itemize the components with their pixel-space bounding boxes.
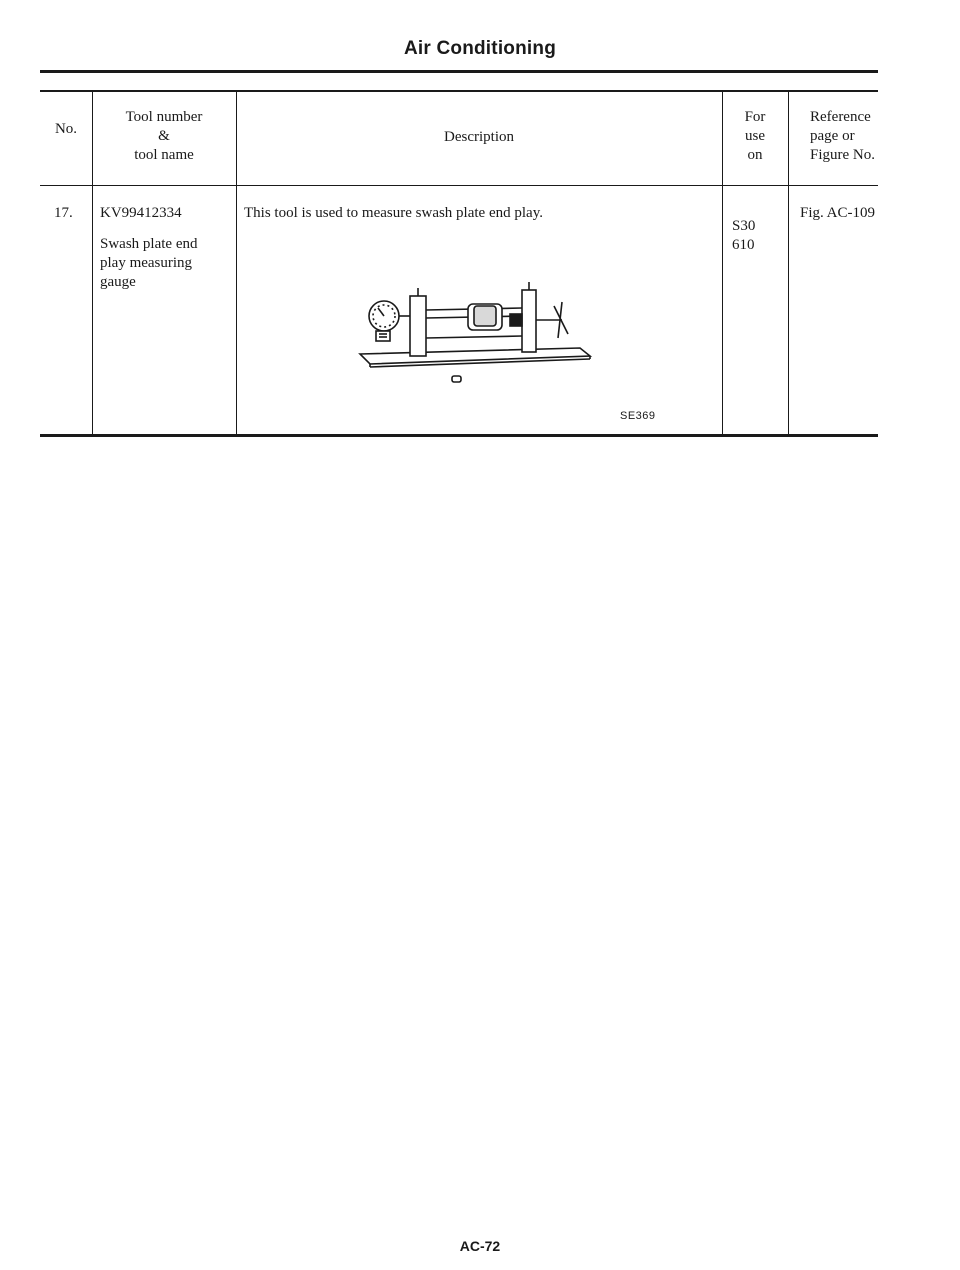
header-reference [788,108,878,165]
header-for-line1: For [744,109,766,125]
tool-number: KV99412334 [100,205,182,221]
header-tool-number [92,108,236,165]
row-reference: Fig. AC-109 [800,205,876,221]
dial-gauge-fixture-illustration [340,276,600,386]
header-tool-line1: Tool number [125,109,203,125]
header-tool-line2: & [158,128,170,144]
header-for-line2: use [745,128,765,144]
row-for-use-on [732,217,788,255]
page-title: Air Conditioning [404,38,556,59]
header-row-divider [40,185,878,186]
figure-code: SE369 [620,410,656,422]
page-number: AC-72 [459,1238,501,1254]
header-tool-line3: tool name [134,147,194,163]
tool-name: Swash plate end play measuring gauge [100,236,198,290]
header-for-use-on [722,108,788,165]
header-no: No. [54,121,78,137]
model-610: 610 [732,237,755,253]
header-ref-line1: Reference [810,109,871,125]
header-rule [40,70,878,73]
header-ref-line3: Figure No. [810,147,875,163]
special-tool-table [40,90,878,437]
header-for-line3: on [747,147,763,163]
row-number: 17. [54,205,73,221]
row-description: This tool is used to measure swash plate end play. [244,205,543,221]
header-description: Description [444,129,514,145]
header-ref-line2: page or [810,128,855,144]
model-s30: S30 [732,218,756,234]
row-tool [100,204,236,292]
